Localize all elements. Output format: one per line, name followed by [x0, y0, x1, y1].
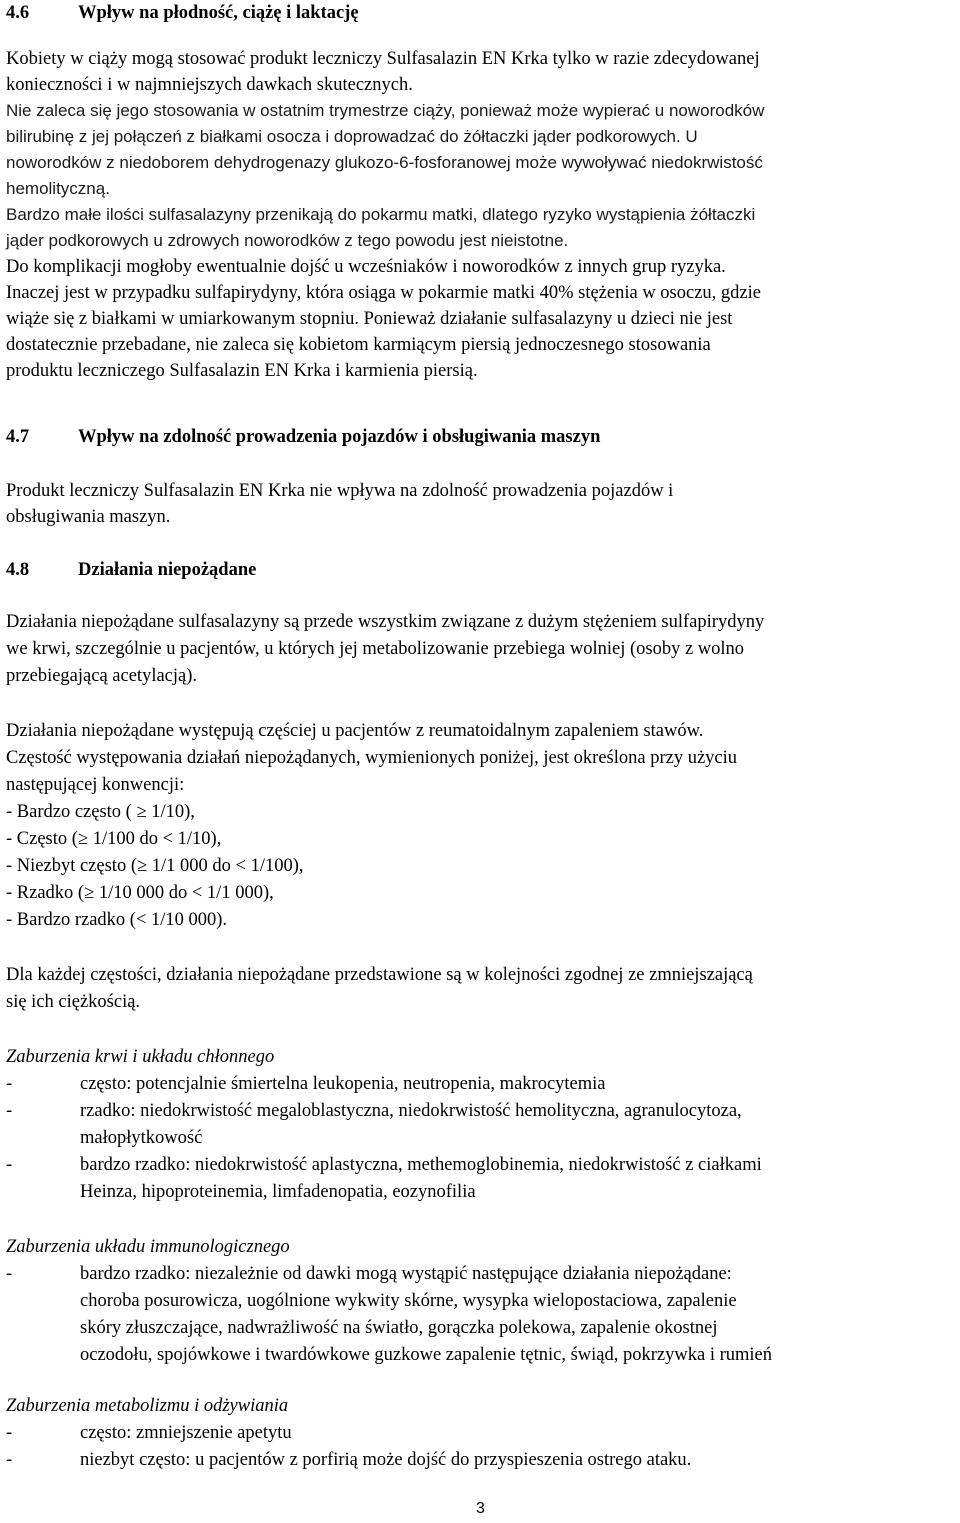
paragraph-line: produktu leczniczego Sulfasalazin EN Krka i karmienia piersią.: [6, 361, 478, 381]
paragraph-line: przebiegającą acetylacją).: [6, 666, 198, 686]
list-item: [6, 1261, 732, 1288]
paragraph-line: Dla każdej częstości, działania niepożądane przedstawione są w kolejności zgodnej ze zmniejszającą: [6, 965, 753, 985]
list-item-continuation: oczodołu, spojówkowe i twardówkowe guzkowe zapalenie tętnic, świąd, pokrzywka i rumień: [80, 1345, 773, 1365]
paragraph-line: wiąże się z białkami w umiarkowanym stopniu. Ponieważ działanie sulfasalazyny u dzieci nie jest: [6, 309, 733, 329]
list-item-continuation: choroba posurowicza, uogólnione wykwity skórne, wysypka wielopostaciowa, zapalenie: [80, 1291, 737, 1311]
list-item-text: rzadko: niedokrwistość megaloblastyczna, niedokrwistość hemolityczna, agranulocytoza,: [80, 1101, 742, 1121]
list-item: [6, 1098, 742, 1125]
paragraph-line: Częstość występowania działań niepożądanych, wymienionych poniżej, jest określona przy użyciu: [6, 748, 738, 768]
paragraph-line: Kobiety w ciąży mogą stosować produkt leczniczy Sulfasalazin EN Krka tylko w razie zdecydowanej: [6, 49, 760, 69]
list-dash: -: [6, 1101, 13, 1121]
paragraph-line: Bardzo małe ilości sulfasalazyny przenikają do pokarmu matki, dlatego ryzyko wystąpienia żółtaczki: [6, 205, 756, 224]
list-dash: -: [6, 1074, 13, 1094]
paragraph-line: Inaczej jest w przypadku sulfapirydyny, która osiąga w pokarmie matki 40% stężenia w osoczu, gdzie: [6, 283, 761, 303]
section-heading-4-7: [6, 424, 600, 451]
list-dash: -: [6, 1450, 13, 1470]
list-item-text: niezbyt często: u pacjentów z porfirią może dojść do przyspieszenia ostrego ataku.: [80, 1450, 692, 1470]
subsection-title-blood: Zaburzenia krwi i układu chłonnego: [6, 1047, 275, 1067]
section-heading-4-6: [6, 0, 359, 27]
frequency-convention-item: - Często (≥ 1/100 do < 1/10),: [6, 829, 222, 849]
list-item: [6, 1071, 606, 1098]
list-item-text: często: potencjalnie śmiertelna leukopenia, neutropenia, makrocytemia: [80, 1074, 606, 1094]
subsection-title-metabolism: Zaburzenia metabolizmu i odżywiania: [6, 1396, 289, 1416]
paragraph-line: hemolityczną.: [6, 179, 110, 198]
paragraph-line: Do komplikacji mogłoby ewentualnie dojść u wcześniaków i noworodków z innych grup ryzyka.: [6, 257, 726, 277]
section-number: 4.6: [6, 3, 30, 23]
section-title: Działania niepożądane: [78, 560, 257, 580]
frequency-convention-item: - Bardzo często ( ≥ 1/10),: [6, 802, 195, 822]
paragraph-line: bilirubinę z jej połączeń z białkami osocza i doprowadzać do żółtaczki jąder podkorowych. U: [6, 127, 698, 146]
section-heading-4-8: [6, 557, 256, 584]
paragraph-line: jąder podkorowych u zdrowych noworodków z tego powodu jest nieistotne.: [6, 231, 569, 250]
list-dash: -: [6, 1155, 13, 1175]
paragraph-line: konieczności i w najmniejszych dawkach skutecznych.: [6, 75, 413, 95]
frequency-convention-item: - Niezbyt często (≥ 1/1 000 do < 1/100),: [6, 856, 304, 876]
paragraph-line: Nie zaleca się jego stosowania w ostatnim trymestrze ciąży, ponieważ może wypierać u noworodków: [6, 101, 765, 120]
section-number: 4.8: [6, 560, 30, 580]
list-item: [6, 1447, 691, 1474]
subsection-title-immune: Zaburzenia układu immunologicznego: [6, 1237, 290, 1257]
frequency-convention-item: - Bardzo rzadko (< 1/10 000).: [6, 910, 228, 930]
paragraph-line: się ich ciężkością.: [6, 992, 141, 1012]
paragraph-line: obsługiwania maszyn.: [6, 507, 171, 527]
list-item-text: często: zmniejszenie apetytu: [80, 1423, 292, 1443]
list-item-text: bardzo rzadko: niedokrwistość aplastyczna, methemoglobinemia, niedokrwistość z ciałkami: [80, 1155, 762, 1175]
list-item: [6, 1420, 292, 1447]
list-dash: -: [6, 1423, 13, 1443]
list-item-continuation: skóry złuszczające, nadwrażliwość na światło, gorączka polekowa, zapalenie okostnej: [80, 1318, 718, 1338]
page-number: 3: [476, 1500, 485, 1517]
frequency-convention-item: - Rzadko (≥ 1/10 000 do < 1/1 000),: [6, 883, 274, 903]
section-title: Wpływ na płodność, ciążę i laktację: [78, 3, 359, 23]
list-item-text: bardzo rzadko: niezależnie od dawki mogą wystąpić następujące działania niepożądane:: [80, 1264, 732, 1284]
paragraph-line: Działania niepożądane sulfasalazyny są przede wszystkim związane z dużym stężeniem sulfapirydyny: [6, 612, 765, 632]
section-number: 4.7: [6, 427, 30, 447]
list-dash: -: [6, 1264, 13, 1284]
section-title: Wpływ na zdolność prowadzenia pojazdów i obsługiwania maszyn: [78, 427, 601, 447]
paragraph-line: następującej konwencji:: [6, 775, 185, 795]
paragraph-line: noworodków z niedoborem dehydrogenazy glukozo-6-fosforanowej może wywoływać niedokrwistość: [6, 153, 763, 172]
list-item-continuation: Heinza, hipoproteinemia, limfadenopatia, eozynofilia: [80, 1182, 476, 1202]
list-item: [6, 1152, 762, 1179]
paragraph-line: we krwi, szczególnie u pacjentów, u których jej metabolizowanie przebiega wolniej (osoby z wolno: [6, 639, 745, 659]
paragraph-line: Działania niepożądane występują częściej u pacjentów z reumatoidalnym zapaleniem stawów.: [6, 721, 704, 741]
paragraph-line: dostatecznie przebadane, nie zaleca się kobietom karmiącym piersią jednoczesnego stosowania: [6, 335, 711, 355]
list-item-continuation: małopłytkowość: [80, 1128, 203, 1148]
paragraph-line: Produkt leczniczy Sulfasalazin EN Krka nie wpływa na zdolność prowadzenia pojazdów i: [6, 481, 674, 501]
